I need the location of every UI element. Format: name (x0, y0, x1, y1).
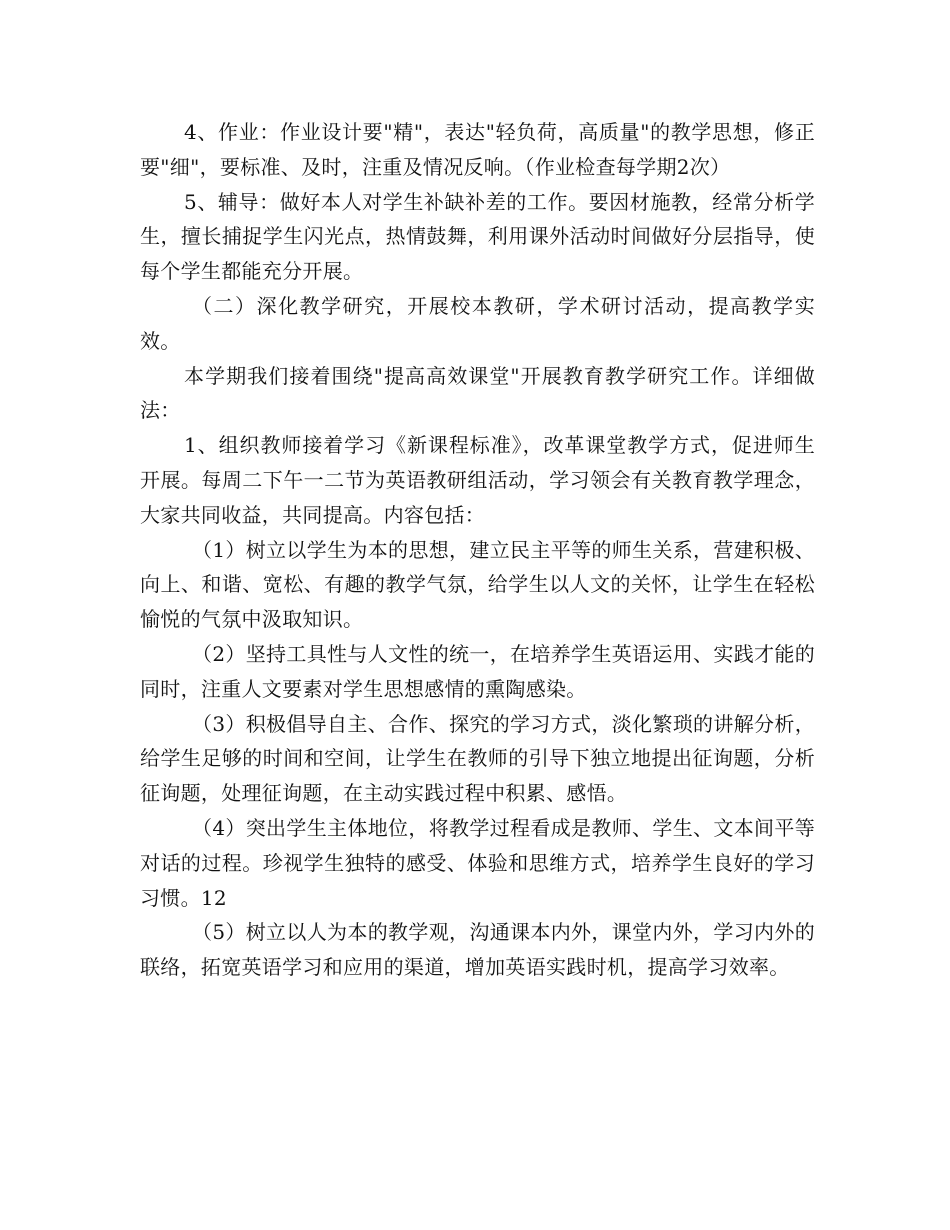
paragraph-item-1: （1）树立以学生为本的思想，建立民主平等的师生关系，营建积极、向上、和谐、宽松、有趣的教学气氛，给学生以人文的关怀，让学生在轻松愉悦的气氛中汲取知识。 (140, 537, 815, 632)
paragraph-homework: 4、作业：作业设计要"精"，表达"轻负荷，高质量"的教学思想，修正要"细"，要标准、及时，注重及情况反响。（作业检查每学期2次） (140, 120, 815, 179)
paragraph-section-heading: （二）深化教学研究，开展校本教研，学术研讨活动，提高教学实效。 (140, 293, 815, 353)
paragraph-curriculum-study: 1、组织教师接着学习《新课程标准》，改革课堂教学方式，促进师生开展。每周二下午一二节为英语教研组活动，学习领会有关教育教学理念，大家共同收益，共同提高。内容包括： (140, 433, 815, 527)
paragraph-item-3: （3）积极倡导自主、合作、探究的学习方式，淡化繁琐的讲解分析，给学生足够的时间和空间，让学生在教师的引导下独立地提出征询题，分析征询题，处理征询题，在主动实践过程中积累、感悟。 (140, 711, 815, 806)
paragraph-item-5: （5）树立以人为本的教学观，沟通课本内外，课堂内外，学习内外的联络，拓宽英语学习和应用的渠道，增加英语实践时机，提高学习效率。 (140, 920, 815, 980)
document-body (140, 115, 815, 985)
paragraph-semester-plan: 本学期我们接着围绕"提高高效课堂"开展教育教学研究工作。详细做法： (140, 363, 815, 423)
paragraph-item-2: （2）坚持工具性与人文性的统一，在培养学生英语运用、实践才能的同时，注重人文要素对学生思想感情的熏陶感染。 (140, 641, 815, 701)
paragraph-item-4: （4）突出学生主体地位，将教学过程看成是教师、学生、文本间平等对话的过程。珍视学生独特的感受、体验和思维方式，培养学生良好的学习习惯。12 (140, 815, 815, 910)
paragraph-tutoring: 5、辅导：做好本人对学生补缺补差的工作。要因材施教，经常分析学生，擅长捕捉学生闪光点，热情鼓舞，利用课外活动时间做好分层指导，使每个学生都能充分开展。 (140, 189, 815, 284)
